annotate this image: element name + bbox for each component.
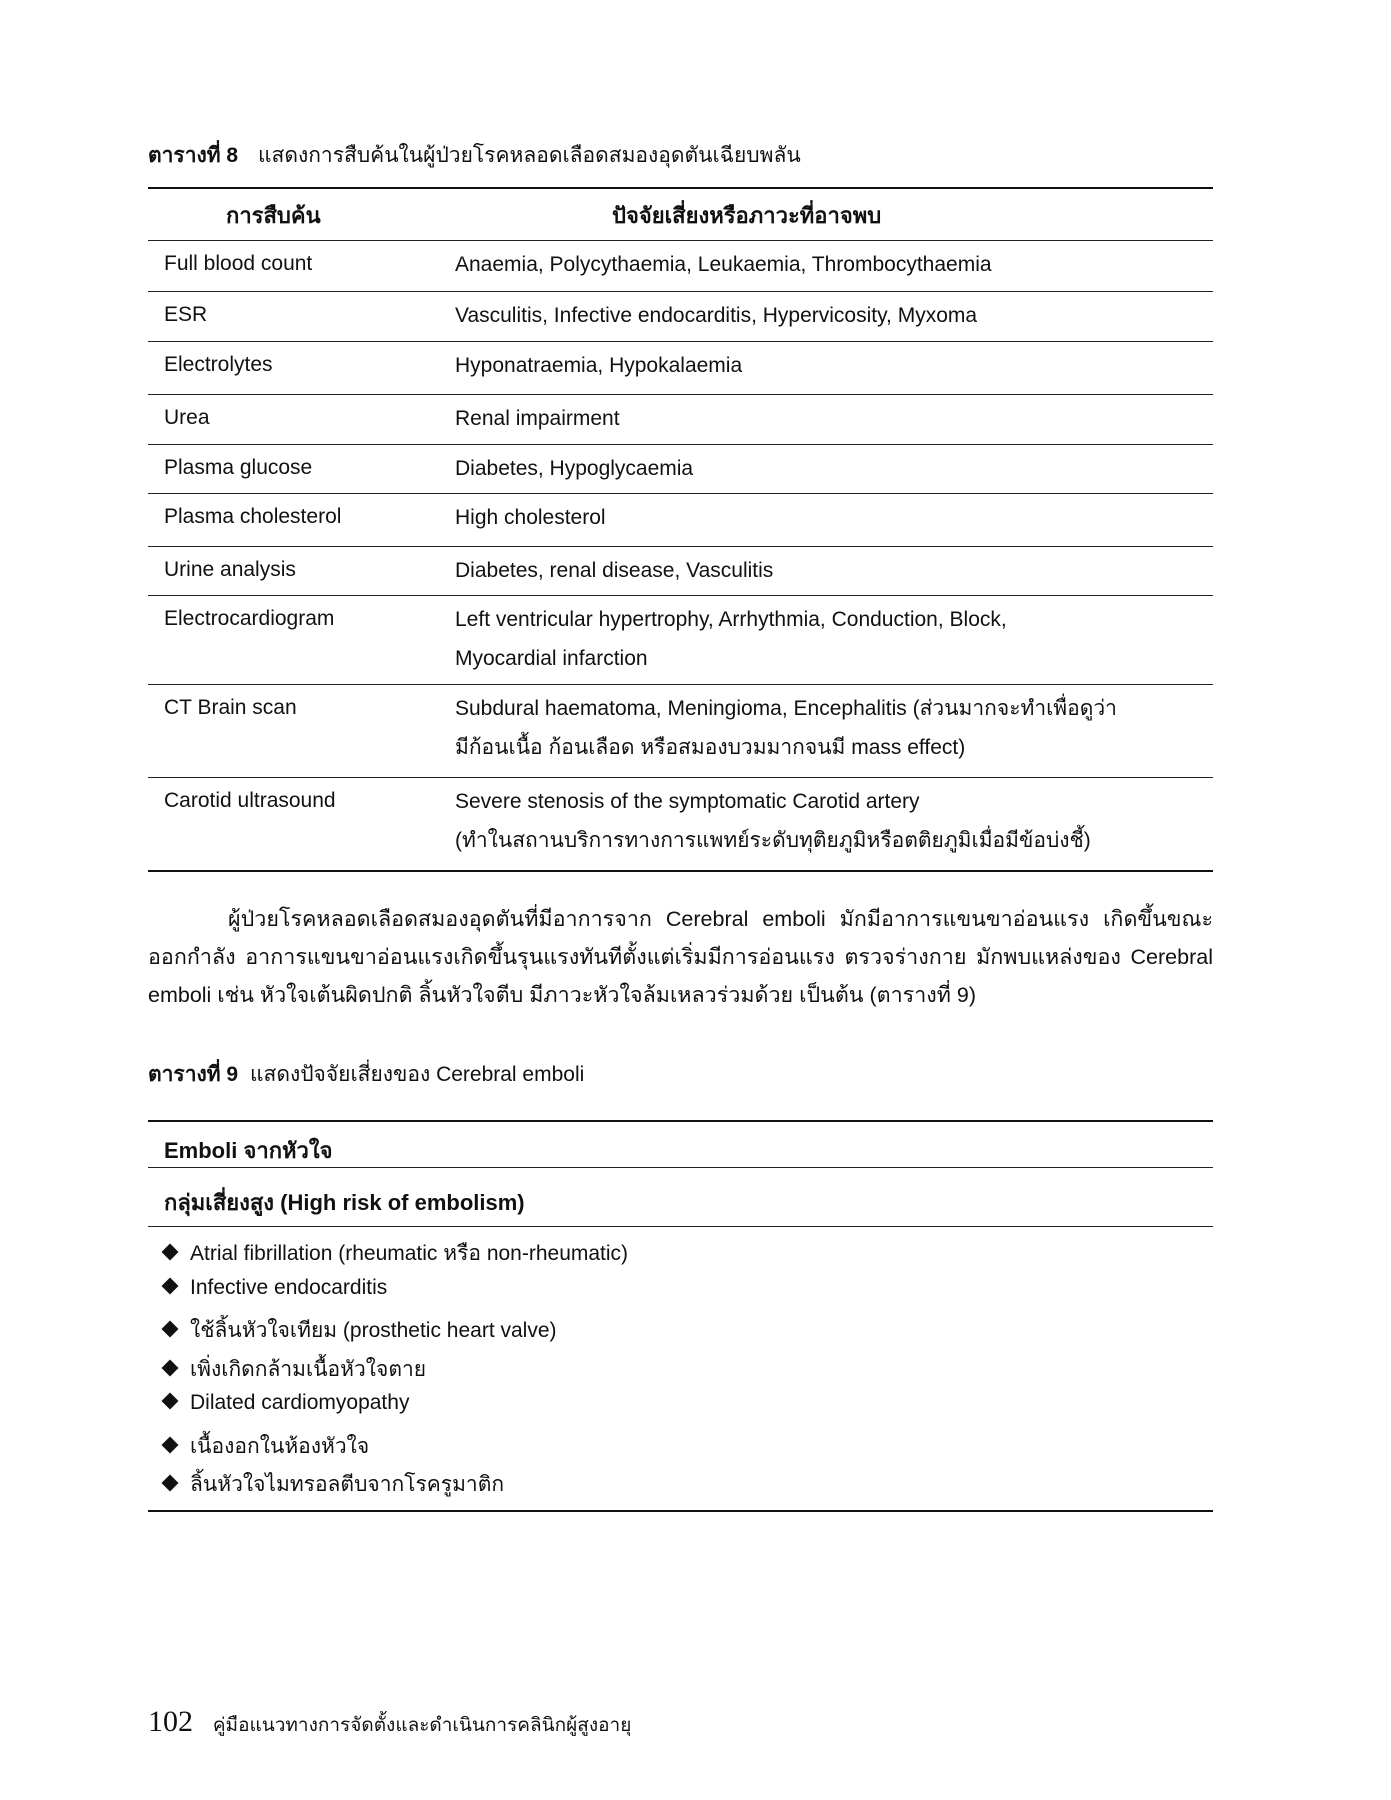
- table9-section-rule: [148, 1167, 1213, 1168]
- findings-line: Myocardial infarction: [455, 647, 648, 670]
- page-number: 102: [148, 1705, 193, 1738]
- diamond-bullet-icon: [162, 1359, 179, 1376]
- findings-line: Left ventricular hypertrophy, Arrhythmia, Conduction, Block,: [455, 608, 1007, 631]
- list-item: [164, 1276, 387, 1300]
- table9-subsection: กลุ่มเสี่ยงสูง (High risk of embolism): [164, 1190, 525, 1215]
- table8-cell-findings: [455, 689, 1117, 767]
- table8-cell-findings: [455, 782, 1091, 860]
- findings-line: Renal impairment: [455, 407, 620, 430]
- table8-cell-findings: [455, 449, 693, 488]
- table8-row-rule: [148, 394, 1213, 395]
- table8-row-rule: [148, 870, 1213, 872]
- table8-header-test: การสืบค้น: [226, 203, 321, 228]
- table8-cell-test: Carotid ultrasound: [164, 789, 336, 812]
- table8-row-rule: [148, 546, 1213, 547]
- findings-line: Diabetes, Hypoglycaemia: [455, 457, 694, 480]
- diamond-bullet-icon: [162, 1244, 179, 1261]
- diamond-bullet-icon: [162, 1393, 179, 1410]
- table8-row-rule: [148, 291, 1213, 292]
- footer-title: คู่มือแนวทางการจัดตั้งและดำเนินการคลินิกผู้สูงอายุ: [212, 1715, 632, 1736]
- list-item: [164, 1430, 369, 1463]
- table8-cell-test: CT Brain scan: [164, 696, 297, 719]
- table8-cell-findings: [455, 551, 773, 590]
- table9-caption: [148, 1058, 584, 1091]
- table8-cell-findings: [455, 296, 977, 335]
- table8-row-rule: [148, 777, 1213, 778]
- table8-cell-test: Urine analysis: [164, 558, 296, 581]
- list-item-text: เนื้องอกในห้องหัวใจ: [190, 1434, 370, 1458]
- table8-row-rule: [148, 444, 1213, 445]
- table8-header-findings: ปัจจัยเสี่ยงหรือภาวะที่อาจพบ: [612, 203, 882, 228]
- list-item: [164, 1391, 409, 1415]
- table8-row-rule: [148, 341, 1213, 342]
- findings-line: Vasculitis, Infective endocarditis, Hypervicosity, Myxoma: [455, 304, 978, 327]
- list-item-text: Dilated cardiomyopathy: [190, 1391, 410, 1414]
- diamond-bullet-icon: [162, 1475, 179, 1492]
- table9-caption-text: แสดงปัจจัยเสี่ยงของ Cerebral emboli: [249, 1063, 585, 1086]
- table8-cell-test: Plasma cholesterol: [164, 505, 342, 528]
- table8-cell-test: ESR: [164, 303, 208, 326]
- table9-subsection-rule: [148, 1226, 1213, 1227]
- footer: [148, 1705, 631, 1740]
- table8-cell-findings: [455, 399, 620, 438]
- diamond-bullet-icon: [162, 1436, 179, 1453]
- list-item-text: Atrial fibrillation (rheumatic หรือ non-rheumatic): [190, 1242, 629, 1265]
- list-item-text: ใช้ลิ้นหัวใจเทียม (prosthetic heart valve): [190, 1319, 557, 1342]
- list-item: [164, 1314, 557, 1347]
- table8-cell-findings: [455, 245, 992, 284]
- list-item: [164, 1237, 628, 1270]
- body-paragraph: ผู้ป่วยโรคหลอดเลือดสมองอุดตันที่มีอาการจาก Cerebral emboli มักมีอาการแขนขาอ่อนแรง เกิดขึ้นขณะออกกำลัง อาการแขนขาอ่อนแรงเกิดขึ้นรุนแรงทันทีตั้งแต่เริ่มมีการอ่อนแรง ตรวจร่างกาย มักพบแหล่งของ Cerebral emboli เช่น หัวใจเต้นผิดปกติ ลิ้นหัวใจตีบ มีภาวะหัวใจล้มเหลวร่วมด้วย เป็นต้น (ตารางที่ 9): [148, 907, 1213, 1007]
- table9-caption-label: ตารางที่ 9: [148, 1063, 239, 1086]
- table8-row-rule: [148, 684, 1213, 685]
- table8-cell-findings: [455, 498, 606, 537]
- table8-caption-label: ตารางที่ 8: [148, 144, 239, 167]
- findings-line: High cholesterol: [455, 506, 606, 529]
- findings-line: Anaemia, Polycythaemia, Leukaemia, Thrombocythaemia: [455, 253, 992, 276]
- table8-caption-text: แสดงการสืบค้นในผู้ป่วยโรคหลอดเลือดสมองอุดตันเฉียบพลัน: [257, 144, 801, 167]
- findings-line: (ทำในสถานบริการทางการแพทย์ระดับทุติยภูมิหรือตติยภูมิเมื่อมีข้อบ่งชี้): [455, 829, 1091, 852]
- table8-cell-findings: [455, 346, 742, 385]
- list-item: [164, 1353, 426, 1386]
- list-item-text: ลิ้นหัวใจไมทรอลตีบจากโรครูมาติก: [190, 1473, 505, 1496]
- table8-cell-test: Electrocardiogram: [164, 607, 335, 630]
- diamond-bullet-icon: [162, 1321, 179, 1338]
- diamond-bullet-icon: [162, 1277, 179, 1294]
- table9-top-rule: [148, 1120, 1213, 1122]
- table8-cell-test: Full blood count: [164, 252, 313, 275]
- table8-cell-findings: [455, 600, 1007, 678]
- findings-line: Severe stenosis of the symptomatic Carotid artery: [455, 790, 920, 813]
- findings-line: Diabetes, renal disease, Vasculitis: [455, 559, 774, 582]
- table8-row-rule: [148, 595, 1213, 596]
- list-item-text: Infective endocarditis: [190, 1275, 388, 1299]
- table8-cell-test: Plasma glucose: [164, 456, 313, 479]
- findings-line: Hyponatraemia, Hypokalaemia: [455, 354, 743, 377]
- table8-row-rule: [148, 493, 1213, 494]
- findings-line: Subdural haematoma, Meningioma, Encephalitis (ส่วนมากจะทำเพื่อดูว่า: [455, 697, 1117, 720]
- table8-cell-test: Electrolytes: [164, 353, 273, 376]
- table9-bottom-rule: [148, 1510, 1213, 1512]
- table8-cell-test: Urea: [164, 406, 210, 429]
- table8-header-rule: [148, 240, 1213, 241]
- table8-top-rule: [148, 187, 1213, 189]
- findings-line: มีก้อนเนื้อ ก้อนเลือด หรือสมองบวมมากจนมี mass effect): [455, 736, 966, 759]
- list-item-text: เพิ่งเกิดกล้ามเนื้อหัวใจตาย: [190, 1357, 427, 1381]
- table9-section: Emboli จากหัวใจ: [164, 1138, 333, 1163]
- table8-caption: [148, 139, 801, 172]
- list-item: [164, 1468, 504, 1501]
